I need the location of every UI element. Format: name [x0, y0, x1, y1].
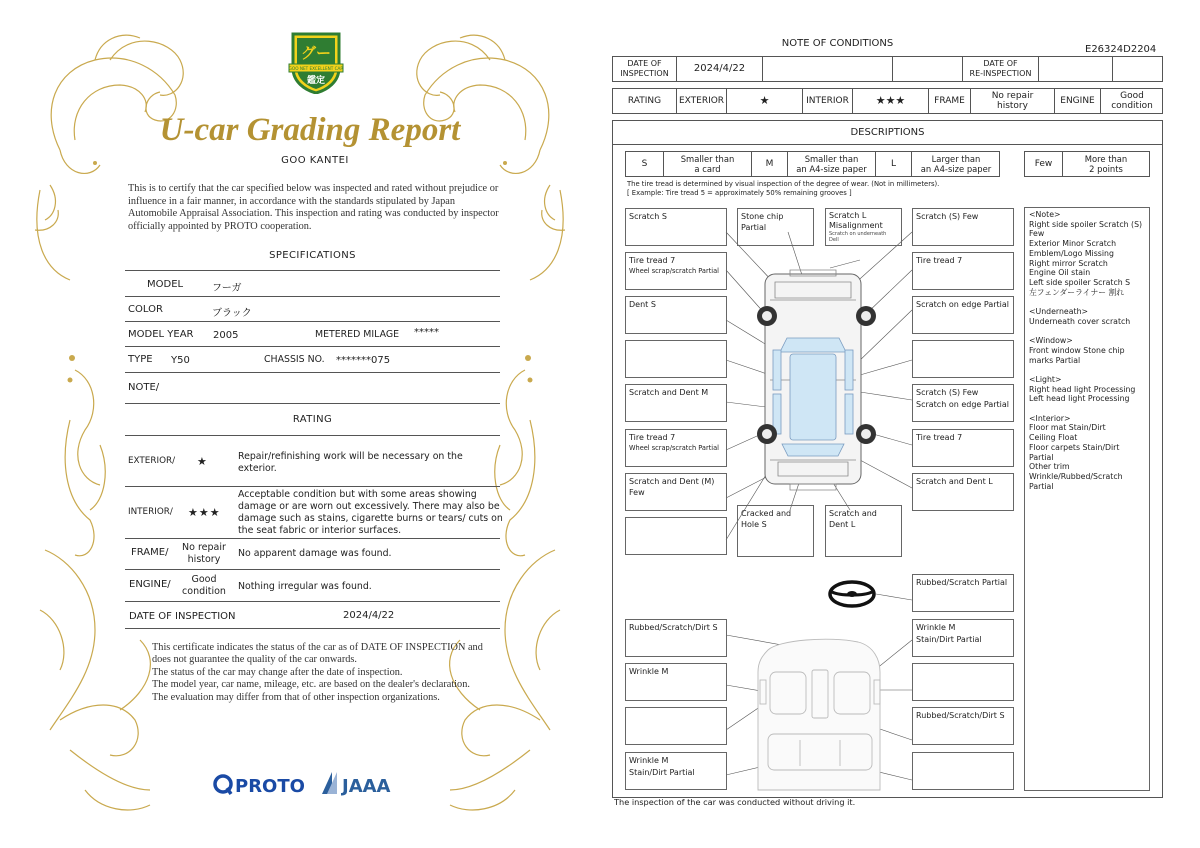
type-label: TYPE [128, 354, 153, 365]
model-value: フーガ [212, 283, 242, 294]
legend-m: M [752, 152, 788, 176]
legend-m-desc: Smaller than an A4-size paper [788, 152, 876, 176]
condition-box: Scratch S [625, 208, 727, 246]
condition-box: Scratch (S) Few [912, 208, 1014, 246]
engine-description: Nothing irregular was found. [238, 581, 372, 592]
condition-box: Wrinkle M Stain/Dirt Partial [625, 752, 727, 790]
condition-box: Wrinkle M Stain/Dirt Partial [912, 619, 1014, 657]
disclaimer: This certificate indicates the status of the car as of DATE OF INSPECTION and does not guarantee the quality of the car onwards. The status of the car may change after the date of inspection. The model year, car name, mileage, etc. are based on the dealer's declaration. The evaluation may differ from that of other inspection organizations. [152, 642, 483, 703]
legend-s-desc: Smaller than a card [664, 152, 752, 176]
interior-description: Acceptable condition but with some areas showing damage or are worn out excessively. There may also be damage such as stains, cigarette burns or tears/ cuts on the seat fabric or interior surfaces. [238, 489, 503, 536]
exterior-label: EXTERIOR [677, 89, 727, 113]
sheet-code: E26324D2204 [1085, 44, 1157, 55]
engine-label: ENGINE/ [129, 579, 171, 590]
metered-milage-value: ***** [414, 327, 439, 338]
model-year-value: 2005 [213, 330, 239, 341]
legend-s: S [626, 152, 664, 176]
interior-label: INTERIOR [803, 89, 853, 113]
rating-label: RATING [613, 89, 677, 113]
note-label: NOTE/ [128, 382, 160, 393]
exterior-stars: ★ [727, 89, 803, 113]
date-of-reinspection-label: DATE OF RE-INSPECTION [963, 57, 1039, 81]
metered-milage-label: METERED MILAGE [315, 329, 400, 340]
badge-banner-text: GOO NET EXCELLENT CAR [288, 66, 344, 71]
notes-panel: <Note> Right side spoiler Scratch (S) Few Exterior Minor Scratch Emblem/Logo Missing Right mirror Scratch Engine Oil stain Left side spoiler Scratch S 左フェンダーライナー 割れ <Underneath> Underneath cover scratch <Window> Front window Stone chip marks Partial <Light> Right head light Processing Left head light Processing <Interior> Floor mat Stain/Dirt Ceiling Float Floor carpets Stain/Dirt Partial Other trim Wrinkle/Rubbed/Scratch Partial [1024, 207, 1150, 791]
badge-bottom-text: 鑑定 [306, 76, 326, 86]
legend-l-desc: Larger than an A4-size paper [920, 154, 992, 174]
rating-heading: RATING [292, 414, 333, 425]
condition-box: Scratch and Dent L [825, 505, 902, 557]
condition-box: Wrinkle M [625, 663, 727, 701]
condition-box: Scratch and Dent L [912, 473, 1014, 511]
frame-label: FRAME/ [131, 547, 169, 558]
frame-value: No repair history [971, 89, 1055, 113]
condition-box: Scratch on edge Partial [912, 296, 1014, 334]
exterior-label: EXTERIOR/ [128, 456, 176, 466]
condition-box: Rubbed/Scratch/Dirt S [625, 619, 727, 657]
frame-value: No repair history [182, 542, 226, 565]
sheet-title: NOTE OF CONDITIONS [781, 38, 894, 49]
frame-description: No apparent damage was found. [238, 548, 392, 559]
date-of-inspection-label: DATE OF INSPECTION [613, 57, 677, 81]
engine-label: ENGINE [1055, 89, 1101, 113]
model-label: MODEL [147, 279, 184, 290]
badge-top-text: グー [300, 44, 332, 62]
condition-box: Tire tread 7 Wheel scrap/scratch Partial [625, 252, 727, 290]
color-label: COLOR [128, 304, 163, 315]
condition-box: Cracked and Hole S [737, 505, 814, 557]
condition-box: Scratch (S) Few Scratch on edge Partial [912, 384, 1014, 422]
condition-box: Scratch L Misalignment Scratch on underneath Dell [825, 208, 902, 246]
chassis-value: *******075 [336, 355, 391, 366]
exterior-stars: ★ [197, 455, 208, 468]
interior-stars: ★★★ [188, 506, 221, 519]
exterior-description: Repair/refinishing work will be necessary on the exterior. [238, 451, 463, 474]
condition-box: Dent S [625, 296, 727, 334]
color-value: ブラック [212, 308, 252, 319]
inspection-date-value: 2024/4/22 [343, 610, 395, 621]
legend-few: Few [1025, 152, 1063, 176]
descriptions-heading: DESCRIPTIONS [850, 127, 925, 138]
condition-box [625, 517, 727, 555]
condition-box: Tire tread 7 [912, 429, 1014, 467]
interior-label: INTERIOR/ [128, 507, 173, 517]
condition-box [625, 340, 727, 378]
condition-box [912, 340, 1014, 378]
date-of-inspection-value: 2024/4/22 [677, 57, 763, 81]
issuer-name: GOO KANTEI [281, 155, 349, 166]
model-year-label: MODEL YEAR [128, 329, 194, 340]
interior-stars: ★★★ [853, 89, 929, 113]
svg-text:U-car Grading Report: U-car Grading Report [159, 112, 461, 148]
svg-text:JAAA: JAAA [342, 776, 391, 797]
specifications-heading: SPECIFICATIONS [269, 250, 356, 261]
engine-value: Good condition [182, 574, 226, 597]
certification-statement: This is to certify that the car specified below was inspected and rated without prejudice or influence in a fair manner, in accordance with the standards stipulated by Japan Automobile Appraisal Association. This inspection and rating was conducted by inspector officially appointed by PROTO cooperation. [128, 183, 499, 232]
tire-note: The tire tread is determined by visual inspection of the degree of wear. (Not in millimeters). [ Example: Tire tread 5 = approximately 50% remaining grooves ] [627, 180, 940, 197]
condition-box [912, 663, 1014, 701]
chassis-label: CHASSIS NO. [264, 354, 325, 365]
engine-value: Good condition [1111, 91, 1153, 111]
condition-box: Rubbed/Scratch/Dirt S [912, 707, 1014, 745]
footer-note: The inspection of the car was conducted without driving it. [614, 797, 856, 807]
condition-box: Scratch and Dent M [625, 384, 727, 422]
svg-text:PROTO: PROTO [235, 776, 305, 797]
legend-l: L [876, 152, 912, 176]
legend-few-desc: More than 2 points [1084, 154, 1128, 174]
condition-box: Scratch and Dent (M) Few [625, 473, 727, 511]
inspection-date-label: DATE OF INSPECTION [129, 611, 236, 622]
type-value: Y50 [171, 355, 190, 366]
condition-box: Rubbed/Scratch Partial [912, 574, 1014, 612]
condition-box: Tire tread 7 [912, 252, 1014, 290]
condition-box: Tire tread 7 Wheel scrap/scratch Partial [625, 429, 727, 467]
frame-label: FRAME [929, 89, 971, 113]
condition-box [912, 752, 1014, 790]
condition-box: Stone chip Partial [737, 208, 814, 246]
steering-wheel-icon [830, 582, 874, 606]
condition-box [625, 707, 727, 745]
